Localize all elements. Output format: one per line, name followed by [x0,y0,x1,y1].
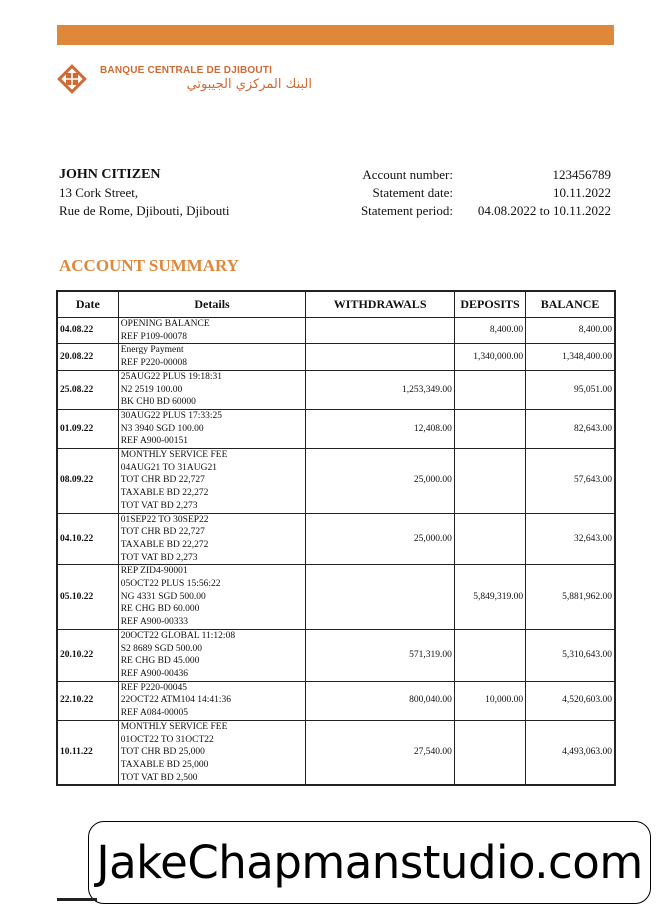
deposit-amount: 8,400.00 [454,318,525,344]
deposit-amount [454,513,525,565]
deposit-amount [454,449,525,514]
transaction-details: 30AUG22 PLUS 17:33:25 N3 3940 SGD 100.00 REF A900-00151 [118,409,306,448]
deposit-amount [454,720,525,785]
balance-amount: 4,520,603.00 [526,681,615,720]
table-row [57,629,615,681]
transaction-details: 25AUG22 PLUS 19:18:31 N2 2519 100.00 BK CH0 BD 60000 [118,370,306,409]
withdrawal-amount: 571,319.00 [306,629,455,681]
withdrawal-amount [306,565,455,630]
transaction-date: 25.08.22 [57,370,118,409]
account-info-labels [330,166,453,220]
bank-name-french: BANQUE CENTRALE DE DJIBOUTI [100,65,273,76]
balance-amount: 95,051.00 [526,370,615,409]
deposit-amount [454,409,525,448]
transaction-details: MONTHLY SERVICE FEE 04AUG21 TO 31AUG21 TOT CHR BD 22,727 TAXABLE BD 22,272 TOT VAT BD 2,273 [118,449,306,514]
account-number-label: Account number: [362,167,453,182]
table-row [57,449,615,514]
watermark-banner [88,821,651,904]
customer-name: JOHN CITIZEN [59,167,161,182]
statement-period-label: Statement period: [360,203,453,218]
transaction-date: 08.09.22 [57,449,118,514]
withdrawal-amount: 800,040.00 [306,681,455,720]
transactions-table [56,290,616,786]
balance-amount: 57,643.00 [526,449,615,514]
address-line-1: 13 Cork Street, [59,185,139,200]
table-row [57,318,615,344]
transaction-date: 10.11.22 [57,720,118,785]
balance-amount: 1,348,400.00 [526,344,615,370]
watermark-text: JakeChapmanstudio.com [96,836,643,889]
transaction-details: Energy Payment REF P220-00008 [118,344,306,370]
withdrawal-amount [306,344,455,370]
transaction-date: 04.10.22 [57,513,118,565]
statement-period-value: 04.08.2022 to 10.11.2022 [477,203,611,218]
address-line-2: Rue de Rome, Djibouti, Djibouti [59,203,230,218]
table-row [57,720,615,785]
statement-date-label: Statement date: [372,185,453,200]
transaction-date: 04.08.22 [57,318,118,344]
table-header-row [57,291,615,318]
table-row [57,409,615,448]
column-header-balance: BALANCE [526,291,615,318]
statement-date-value: 10.11.2022 [552,185,611,200]
column-header-withdrawals: WITHDRAWALS [306,291,455,318]
transaction-date: 01.09.22 [57,409,118,448]
bank-name-arabic: البنك المركزي الجيبوتي [186,77,312,92]
deposit-amount [454,629,525,681]
withdrawal-amount: 25,000.00 [306,513,455,565]
table-row [57,681,615,720]
header-accent-bar [57,25,614,45]
withdrawal-amount: 27,540.00 [306,720,455,785]
bank-emblem-icon [57,64,87,94]
transaction-details: MONTHLY SERVICE FEE 01OCT22 TO 31OCT22 TOT CHR BD 25,000 TAXABLE BD 25,000 TOT VAT BD 2,500 [118,720,306,785]
column-header-deposits: DEPOSITS [454,291,525,318]
deposit-amount: 5,849,319.00 [454,565,525,630]
withdrawal-amount: 25,000.00 [306,449,455,514]
balance-amount: 5,881,962.00 [526,565,615,630]
transaction-details: 01SEP22 TO 30SEP22 TOT CHR BD 22,727 TAXABLE BD 22,272 TOT VAT BD 2,273 [118,513,306,565]
footer-rule [57,898,97,901]
table-row [57,370,615,409]
balance-amount: 5,310,643.00 [526,629,615,681]
withdrawal-amount [306,318,455,344]
account-info-values [455,166,611,220]
account-number-value: 123456789 [552,167,611,182]
account-summary-title: ACCOUNT SUMMARY [59,256,239,275]
deposit-amount: 10,000.00 [454,681,525,720]
transaction-details: REP ZID4-90001 05OCT22 PLUS 15:56:22 NG 4331 SGD 500.00 RE CHG BD 60.000 REF A900-00333 [118,565,306,630]
table-row [57,344,615,370]
transaction-details: 20OCT22 GLOBAL 11:12:08 S2 8689 SGD 500.00 RE CHG BD 45.000 REF A900-00436 [118,629,306,681]
balance-amount: 82,643.00 [526,409,615,448]
column-header-date: Date [57,291,118,318]
customer-address-block [59,166,229,220]
column-header-details: Details [118,291,306,318]
transaction-details: OPENING BALANCE REF P109-00078 [118,318,306,344]
table-row [57,565,615,630]
balance-amount: 8,400.00 [526,318,615,344]
deposit-amount: 1,340,000.00 [454,344,525,370]
bank-logo [57,62,317,96]
transaction-date: 05.10.22 [57,565,118,630]
balance-amount: 4,493,063.00 [526,720,615,785]
table-row [57,513,615,565]
transaction-details: REF P220-00045 22OCT22 ATM104 14:41:36 REF A084-00005 [118,681,306,720]
balance-amount: 32,643.00 [526,513,615,565]
deposit-amount [454,370,525,409]
transaction-date: 20.08.22 [57,344,118,370]
withdrawal-amount: 12,408.00 [306,409,455,448]
transaction-date: 22.10.22 [57,681,118,720]
transaction-date: 20.10.22 [57,629,118,681]
withdrawal-amount: 1,253,349.00 [306,370,455,409]
